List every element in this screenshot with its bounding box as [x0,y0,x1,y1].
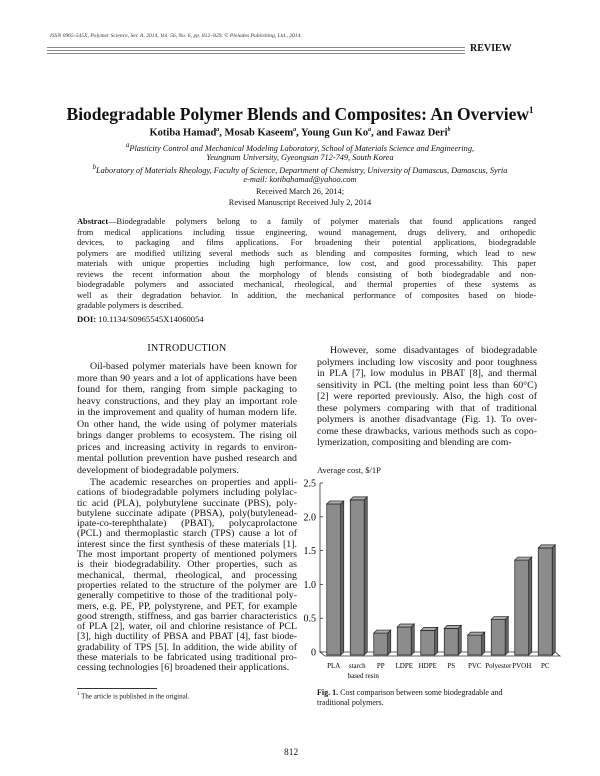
author-affiliation-mark: a [368,127,372,133]
aff-line: Laboratory of Materials Rheology, Faculty of Science, Department of Chemistry, University of Damascus, Damascus, Syria [96,165,508,175]
affiliation-a-line2: Yeungnam University, Gyeongsan 712-749, South Korea [206,153,394,162]
text-line: come these drawbacks, various methods such as copo- [317,425,537,437]
text-line: reviews the recent information about the morphology of blends consisting of both biodegradable and non- [77,269,536,279]
affiliation-b [0,164,600,175]
doi-label: DOI: [77,314,97,324]
chart-y-axis-label: Average cost, $/1P [317,465,381,475]
author-separator: , and [371,127,396,139]
text-line: prices and increasing activity in regards to environ- [77,441,297,453]
section-label: REVIEW [470,43,512,54]
affiliation-a [0,142,600,153]
text-line: mental pollution prevention have pushed research and [77,453,297,465]
abstract [77,217,536,312]
text-line: more than 90 years and a lot of applications have been [77,372,297,384]
text-line: in the improvement and quality of human modern life. [77,407,297,419]
text-line: lymerization, compositing and blending are com- [317,437,512,449]
text-line: The academic researches on properties and appli- [90,477,297,488]
bar-pvc [468,635,482,655]
text-line: biodegradable polymers and associated mechanical, rheological, and thermal properties of these systems as [77,280,536,289]
bar-side [482,632,485,655]
revised-date: Revised Manuscript Received July 2, 2014 [228,198,372,207]
received-date: Received March 26, 2014; [255,187,344,196]
journal-citation: ISSN 0965-545X, Polymer Science, Ser. A, 2014, Vol. 56, No. 6, pp. 812–829. © Pleiades Publishing, Ltd., 2014. [50,33,302,39]
x-category-label: based resin [347,672,379,680]
x-category-label: PVOH [512,662,532,670]
page-number: 812 [284,748,299,758]
text-line: polymers including low viscosity and poor toughness [317,356,537,368]
text-line: sensitivity in PCL (the melting point less than 60°C) [317,379,537,391]
text-line: [2] were reported previously. Also, the high cost of [317,391,537,403]
text-line: [3], high ductility of PBSA and PBAT [4], fast biode- [77,631,297,643]
text-line: ipate-co-terephthalate) (PBAT), polycaprolactone [77,518,297,530]
aff-line: Plasticity Control and Mechanical Modeling Laboratory, School of Materials Science and Engineering, [129,143,475,153]
text-line: gradability of TPS [5]. In addition, the wide ability of [77,641,297,653]
x-category-label: starch [348,662,366,670]
text-line: However, some disadvantages of biodegradable [330,345,537,356]
cost-bar-chart [300,475,565,685]
text-line: development of biodegradable polymers. [77,464,239,476]
text-line: (PCL) and thermoplastic starch (TPS) cause a lot of [77,528,297,540]
bar-ps [444,628,458,655]
bar-side [364,497,367,655]
figure-caption [317,688,537,708]
y-tick-label: 2.0 [303,512,316,524]
text-line: gradable polymers is described. [77,301,184,310]
text-line: in PLA [7], low modulus in PBAT [8], and thermal [317,368,537,380]
author-name: Kotiba Hamad [149,127,217,139]
right-paragraph [317,345,537,449]
bar-side [505,617,508,655]
x-category-label: PS [447,662,456,670]
x-category-label: PC [540,662,550,670]
bar-side [529,557,532,655]
bar-side [435,627,438,655]
intro-paragraph-1 [77,361,297,476]
doi [77,314,204,325]
email[interactable]: e-mail: kotibahamad@yahoo.com [243,175,357,184]
intro-paragraph-2 [77,478,297,674]
y-tick-label: 2.5 [303,478,316,490]
article-title [0,104,600,125]
caption-text: Cost comparison between some biodegradable and traditional polymers. [317,688,503,707]
doi-value[interactable]: 10.1134/S0965545X14060054 [98,314,204,324]
text-line: from medical applications including tissue engineering, wound management, drugs delivery, and orthopedic [77,227,536,237]
bar-starch-based-resin [350,500,364,655]
text-line: is their biodegradability. Other properties, such as [77,559,297,571]
aff-mark: b [92,164,97,171]
footnote [77,692,189,700]
bar-pc [538,548,552,655]
y-tick-label: 1.5 [303,546,316,558]
author-affiliation-mark: a [293,127,297,133]
bar-side [458,625,461,655]
author-name: Young Gun Ko [300,127,369,139]
text-line: cations of biodegradable polymers including polylac- [77,487,297,499]
text-line: polymers is another disadvantage (Fig. 1). To over- [317,414,537,426]
text-line: butylene succinate adipate (PBSA), poly(butylenead- [77,507,297,519]
bar-side [411,624,414,655]
author-separator: , [219,127,225,139]
text-line: properties related to the structure of the polymer are [77,579,297,591]
bar-side [388,630,391,655]
title-footnote-mark: 1 [528,105,534,116]
author-name: Fawaz Deri [395,127,448,139]
x-category-label: PP [376,662,385,670]
bar-pla [327,504,341,655]
bar-side [552,545,555,655]
text-line: Oil-based polymer materials have been known for [90,361,297,372]
text-line: heavy constructions, and they play an important role [77,395,297,407]
text-line [77,217,536,228]
x-category-label: HDPE [418,662,437,670]
text-line: good strength, stiffness, and gas barrier characteristics [77,610,297,622]
y-tick-label: 0.5 [303,613,316,625]
text-line: cessing technologies [6] broadened their applications. [77,662,290,674]
bar-pp [374,633,388,655]
text-line: well as their degradation behavior. In addition, the mechanical performance of composites based on biode- [77,290,536,300]
text-line: On other hand, the wide using of polymer materials [77,418,297,430]
text-line: these polymers comparing with that of traditional [317,402,537,414]
y-tick-label: 1.0 [303,579,316,591]
abstract-first-line-text: —Biodegradable polymers belong to a family of polymer materials that found applications ranged [108,217,536,226]
x-category-label: PVC [467,662,482,670]
title-text: Biodegradable Polymer Blends and Composites: An Overview [66,104,529,124]
text-line: brings danger problems to ecosystem. The rising oil [77,430,297,442]
text-line: The most important property of mentioned polymers [77,549,297,561]
introduction-heading: INTRODUCTION [147,343,227,354]
bar-hdpe [421,630,435,655]
text-line: generally competitive to those of the traditional poly- [77,590,297,602]
text-line: found for them, ranging from simple packaging to [77,384,297,396]
header-rule [47,47,465,54]
footnote-mark: 1 [77,692,80,697]
footnote-text: The article is published in the original. [81,692,190,701]
text-line: these materials to be fabricated using traditional pro- [77,652,297,664]
x-category-label: PLA [327,662,341,670]
abstract-label: Abstract [77,217,109,226]
x-category-label: Polyester [485,662,512,670]
footnote-rule [77,688,157,689]
author-list [0,127,600,139]
author-separator: , [296,127,301,139]
text-line: of PLA [2], water, oil and chlorine resistance of PCL [77,621,297,633]
text-line: tic acid (PLA), polybutylene succinate (PBS), poly- [77,497,297,509]
text-line: devices, to packaging and films applications. For broadening their potential applications, biodegradable [77,238,536,247]
bar-polyester [491,620,505,655]
text-line: polymers are modified utilizing several methods such as blending and composites forming, which lead to new [77,248,536,258]
text-line: mers, e.g. PE, PP, polystyrene, and PET, for example [77,600,297,612]
aff-mark: a [125,142,130,149]
author-affiliation-mark: b [447,127,451,133]
author-name: Mosab Kaseem [224,127,294,139]
y-tick-label: 0 [311,647,316,659]
bar-ldpe [397,627,411,655]
bar-pvoh [515,560,529,655]
text-line: interest since the first synthesis of these materials [1]. [77,538,297,550]
author-affiliation-mark: a [216,127,220,133]
caption-label: Fig. 1. [317,688,339,697]
x-category-label: LDPE [395,662,413,670]
bar-side [341,501,344,655]
text-line: mechanical, thermal, rheological, and processing [77,569,297,581]
text-line: materials with unique properties including high performance, low cost, and good processability. This paper [77,259,536,268]
